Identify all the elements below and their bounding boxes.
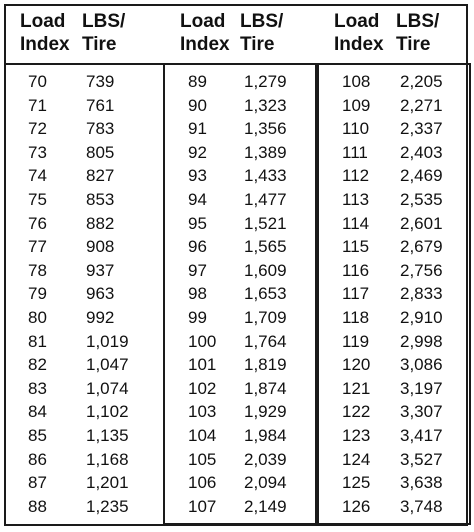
lbs-per-tire-cell: 783 xyxy=(86,119,115,139)
lbs-per-tire-cell: 1,135 xyxy=(86,426,129,445)
load-index-cell: 89 xyxy=(188,72,207,91)
header-lbs-per-tire: LBS/ Tire xyxy=(82,11,126,55)
lbs-per-tire-cell: 2,833 xyxy=(400,284,443,304)
lbs-per-tire-cell: 908 xyxy=(86,237,115,257)
lbs-per-tire-cell: 1,477 xyxy=(244,190,287,209)
load-index-cell: 87 xyxy=(28,473,47,493)
load-index-cell: 73 xyxy=(28,142,47,162)
lbs-per-tire-cell: 1,102 xyxy=(86,402,129,422)
load-index-cell: 80 xyxy=(28,308,47,327)
lbs-per-tire-cell: 761 xyxy=(86,95,115,115)
header-load-index: Load Index xyxy=(334,11,384,55)
lbs-per-tire-cell: 2,149 xyxy=(244,496,287,516)
load-index-cell: 99 xyxy=(188,308,207,327)
lbs-per-tire-cell: 1,279 xyxy=(244,72,287,91)
load-index-cell: 95 xyxy=(188,213,207,233)
load-index-cell: 83 xyxy=(28,378,47,398)
lbs-per-tire-cell: 1,168 xyxy=(86,449,129,469)
load-index-cell: 76 xyxy=(28,213,47,233)
load-index-cell: 123 xyxy=(342,426,371,445)
load-index-cell: 111 xyxy=(342,142,368,162)
load-index-cell: 109 xyxy=(342,95,371,115)
load-index-cell: 116 xyxy=(342,260,370,280)
load-index-cell: 91 xyxy=(188,119,207,139)
load-index-cell: 94 xyxy=(188,190,207,209)
lbs-per-tire-cell: 3,748 xyxy=(400,496,443,516)
lbs-per-tire-cell: 2,205 xyxy=(400,72,443,91)
header-load-index: Load Index xyxy=(180,11,230,55)
load-index-cell: 79 xyxy=(28,284,47,304)
load-index-cell: 104 xyxy=(188,426,217,445)
lbs-per-tire-cell: 805 xyxy=(86,142,115,162)
lbs-per-tire-cell: 3,197 xyxy=(400,378,443,398)
lbs-per-tire-cell: 2,910 xyxy=(400,308,443,327)
load-index-cell: 77 xyxy=(28,237,47,257)
load-index-cell: 115 xyxy=(342,237,370,257)
load-index-cell: 82 xyxy=(28,355,47,375)
lbs-per-tire-cell: 1,653 xyxy=(244,284,287,304)
load-index-cell: 74 xyxy=(28,166,47,186)
lbs-per-tire-cell: 1,764 xyxy=(244,331,287,351)
load-index-cell: 100 xyxy=(188,331,217,351)
load-index-cell: 97 xyxy=(188,260,207,280)
lbs-per-tire-cell: 2,271 xyxy=(400,95,443,115)
lbs-per-tire-cell: 1,433 xyxy=(244,166,287,186)
load-index-cell: 121 xyxy=(342,378,371,398)
lbs-per-tire-cell: 827 xyxy=(86,166,115,186)
load-index-cell: 96 xyxy=(188,237,207,257)
lbs-per-tire-cell: 2,094 xyxy=(244,473,287,493)
lbs-per-tire-cell: 1,235 xyxy=(86,496,129,516)
load-index-cell: 120 xyxy=(342,355,371,375)
lbs-per-tire-cell: 2,469 xyxy=(400,166,443,186)
load-index-cell: 92 xyxy=(188,142,207,162)
load-index-cell: 113 xyxy=(342,190,370,209)
load-index-cell: 93 xyxy=(188,166,207,186)
lbs-per-tire-cell: 992 xyxy=(86,308,115,327)
lbs-per-tire-cell: 1,389 xyxy=(244,142,287,162)
load-index-cell: 114 xyxy=(342,213,370,233)
load-index-cell: 75 xyxy=(28,190,47,209)
header-lbs-per-tire: LBS/ Tire xyxy=(396,11,440,55)
load-index-cell: 102 xyxy=(188,378,217,398)
lbs-per-tire-cell: 963 xyxy=(86,284,115,304)
lbs-per-tire-cell: 1,521 xyxy=(244,213,287,233)
load-index-cell: 84 xyxy=(28,402,47,422)
lbs-per-tire-cell: 2,039 xyxy=(244,449,287,469)
load-index-cell: 103 xyxy=(188,402,217,422)
load-index-cell: 88 xyxy=(28,496,47,516)
load-index-cell: 86 xyxy=(28,449,47,469)
lbs-per-tire-cell: 1,565 xyxy=(244,237,287,257)
lbs-per-tire-cell: 3,527 xyxy=(400,449,443,469)
lbs-per-tire-cell: 739 xyxy=(86,72,115,91)
lbs-per-tire-cell: 1,074 xyxy=(86,378,129,398)
load-index-cell: 101 xyxy=(188,355,217,375)
load-index-cell: 122 xyxy=(342,402,371,422)
lbs-per-tire-cell: 3,417 xyxy=(400,426,443,445)
column-box-3 xyxy=(317,63,471,525)
lbs-per-tire-cell: 2,601 xyxy=(400,213,443,233)
lbs-per-tire-cell: 2,679 xyxy=(400,237,443,257)
lbs-per-tire-cell: 1,609 xyxy=(244,260,287,280)
lbs-per-tire-cell: 1,047 xyxy=(86,355,129,375)
load-index-cell: 110 xyxy=(342,119,370,139)
lbs-per-tire-cell: 2,337 xyxy=(400,119,443,139)
column-box-2 xyxy=(163,63,317,525)
load-index-cell: 126 xyxy=(342,496,371,516)
load-index-cell: 117 xyxy=(342,284,370,304)
header-load-index: Load Index xyxy=(20,11,70,55)
load-index-cell: 70 xyxy=(28,72,47,91)
lbs-per-tire-cell: 3,307 xyxy=(400,402,443,422)
load-index-cell: 118 xyxy=(342,308,370,327)
lbs-per-tire-cell: 853 xyxy=(86,190,115,209)
lbs-per-tire-cell: 1,201 xyxy=(86,473,129,493)
load-index-cell: 98 xyxy=(188,284,207,304)
lbs-per-tire-cell: 1,874 xyxy=(244,378,287,398)
lbs-per-tire-cell: 3,086 xyxy=(400,355,443,375)
lbs-per-tire-cell: 1,356 xyxy=(244,119,287,139)
header-lbs-per-tire: LBS/ Tire xyxy=(240,11,284,55)
lbs-per-tire-cell: 2,403 xyxy=(400,142,443,162)
load-index-cell: 124 xyxy=(342,449,371,469)
lbs-per-tire-cell: 882 xyxy=(86,213,115,233)
lbs-per-tire-cell: 937 xyxy=(86,260,115,280)
load-index-cell: 85 xyxy=(28,426,47,445)
load-index-cell: 112 xyxy=(342,166,370,186)
load-index-cell: 106 xyxy=(188,473,217,493)
lbs-per-tire-cell: 1,984 xyxy=(244,426,287,445)
load-index-cell: 71 xyxy=(28,95,47,115)
lbs-per-tire-cell: 1,709 xyxy=(244,308,287,327)
load-index-cell: 72 xyxy=(28,119,47,139)
lbs-per-tire-cell: 1,323 xyxy=(244,95,287,115)
load-index-cell: 107 xyxy=(188,496,217,516)
lbs-per-tire-cell: 1,929 xyxy=(244,402,287,422)
lbs-per-tire-cell: 2,535 xyxy=(400,190,443,209)
load-index-cell: 81 xyxy=(28,331,47,351)
load-index-cell: 108 xyxy=(342,72,371,91)
lbs-per-tire-cell: 2,756 xyxy=(400,260,443,280)
lbs-per-tire-cell: 1,019 xyxy=(86,331,129,351)
lbs-per-tire-cell: 3,638 xyxy=(400,473,443,493)
load-index-cell: 78 xyxy=(28,260,47,280)
lbs-per-tire-cell: 1,819 xyxy=(244,355,287,375)
load-index-cell: 105 xyxy=(188,449,217,469)
load-index-cell: 90 xyxy=(188,95,207,115)
load-index-cell: 119 xyxy=(342,331,370,351)
lbs-per-tire-cell: 2,998 xyxy=(400,331,443,351)
load-index-cell: 125 xyxy=(342,473,371,493)
